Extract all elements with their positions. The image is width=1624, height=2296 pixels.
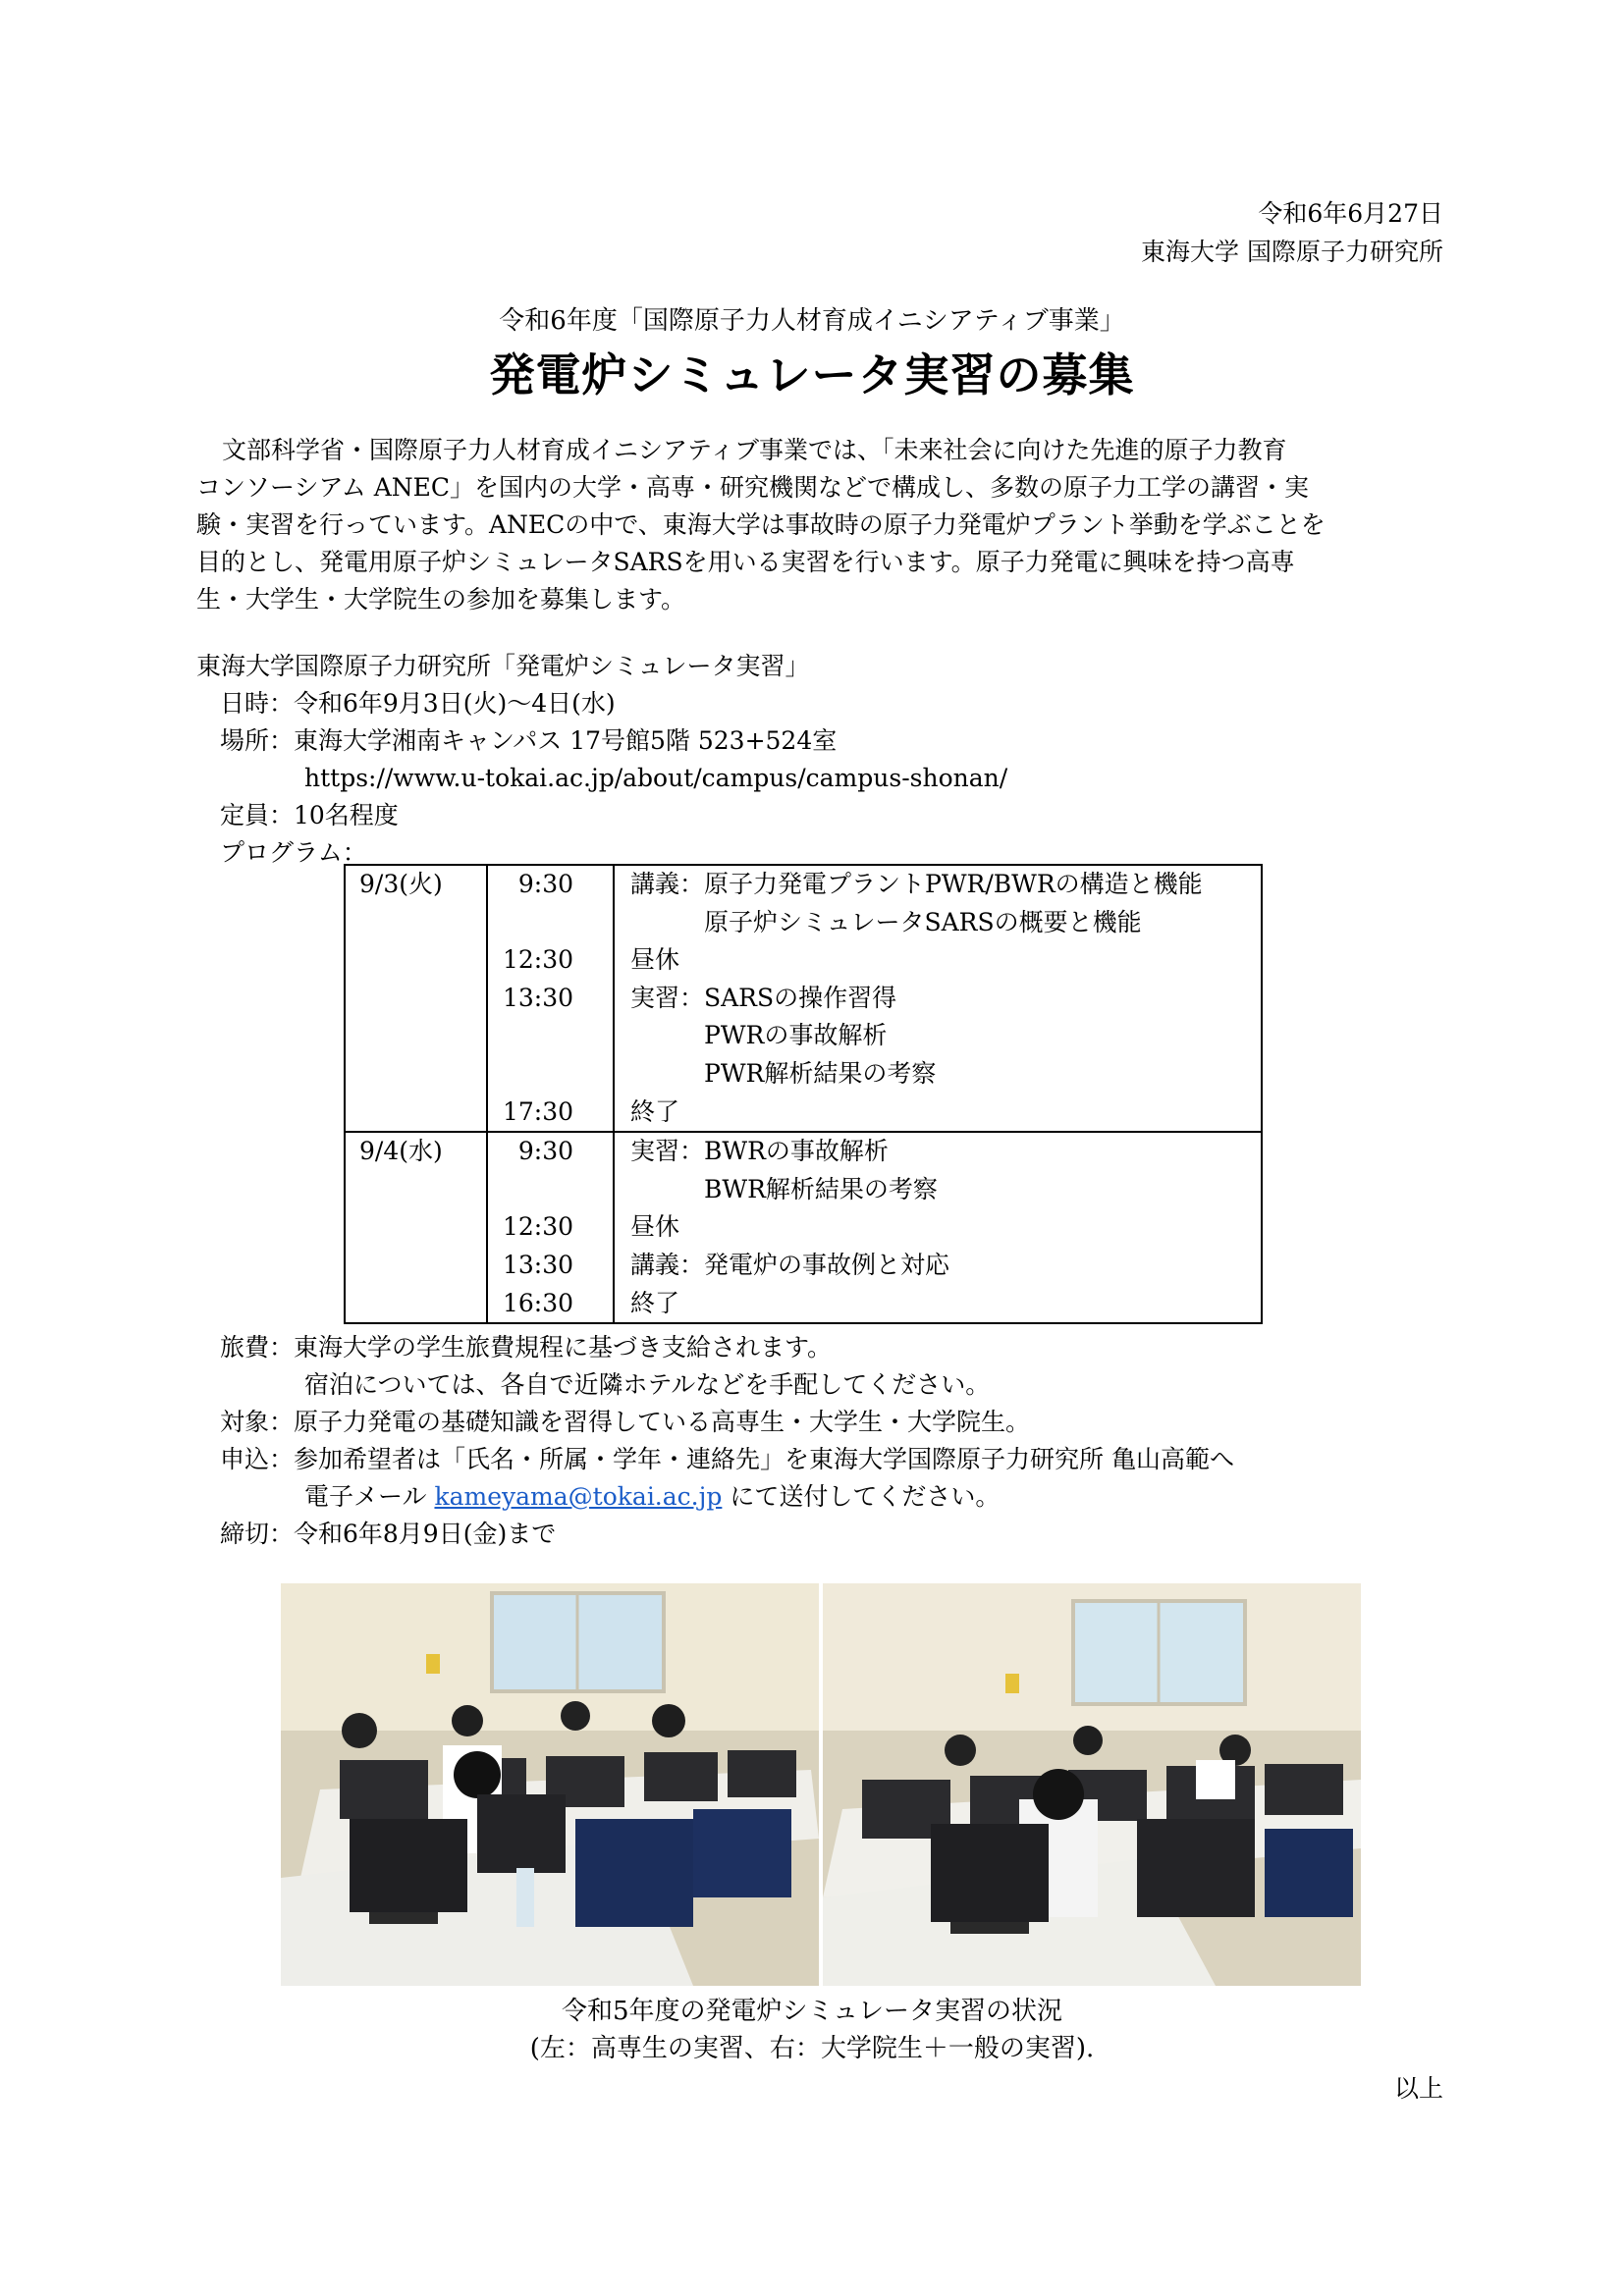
event-place: 場所：東海大学湘南キャンパス 17号館5階 523+524室: [220, 726, 838, 755]
program-day: 9/4(水): [359, 1137, 443, 1166]
program-time: [488, 1171, 613, 1209]
program-time: 16:30: [502, 1288, 573, 1317]
photo-strip: [281, 1583, 1361, 1986]
program-time: 12:30: [502, 1212, 573, 1242]
program-time: 13:30: [502, 1250, 573, 1279]
program-desc: PWR解析結果の考察: [630, 1058, 937, 1088]
program-day-row: [345, 865, 1262, 1132]
email-suffix: にて送付してください。: [730, 1482, 1001, 1511]
intro-line: 目的とし、発電用原子炉シミュレータSARSを用いる実習を行います。原子力発電に興味を持つ高専: [196, 548, 1295, 576]
program-time: [488, 1017, 613, 1055]
program-desc: 終了: [630, 1096, 680, 1126]
program-time: 13:30: [502, 983, 573, 1012]
document-organization: 東海大学 国際原子力研究所: [1141, 238, 1443, 266]
event-heading: 東海大学国際原子力研究所「発電炉シミュレータ実習」: [196, 652, 810, 680]
program-desc-cell: [614, 865, 1262, 1132]
event-capacity: 定員：10名程度: [220, 801, 399, 829]
email-link[interactable]: kameyama@tokai.ac.jp: [434, 1482, 723, 1511]
application-info: 申込：参加希望者は「氏名・所属・学年・連絡先」を東海大学国際原子力研究所 亀山高範へ: [220, 1445, 1234, 1473]
photo-caption-detail: (左：高専生の実習、右：大学院生＋一般の実習).: [529, 2034, 1095, 2063]
program-desc: 原子炉シミュレータSARSの概要と機能: [630, 907, 1142, 936]
accommodation-note: 宿泊については、各自で近隣ホテルなどを手配してください。: [304, 1370, 991, 1399]
program-time: 17:30: [502, 1096, 573, 1126]
target-audience: 対象：原子力発電の基礎知識を習得している高専生・大学生・大学院生。: [220, 1408, 1031, 1436]
photo-caption: 令和5年度の発電炉シミュレータ実習の状況: [561, 1997, 1063, 2026]
event-datetime: 日時：令和6年9月3日(火)～4日(水): [220, 689, 616, 718]
program-day-cell: [345, 865, 487, 1132]
document-title: 発電炉シミュレータ実習の募集: [489, 348, 1135, 401]
photo-left-classroom: [281, 1583, 819, 1986]
program-desc: 講義：発電炉の事故例と対応: [630, 1250, 950, 1279]
program-desc: PWRの事故解析: [630, 1021, 888, 1050]
program-time: 9:30: [517, 870, 573, 898]
travel-expenses: 旅費：東海大学の学生旅費規程に基づき支給されます。: [220, 1333, 833, 1362]
program-time: [488, 904, 613, 942]
program-desc-cell: [614, 1132, 1262, 1323]
program-time: 9:30: [517, 1137, 573, 1166]
program-desc: 実習：SARSの操作習得: [630, 983, 897, 1012]
program-desc: 昼休: [630, 945, 680, 975]
program-day-row: [345, 1132, 1262, 1323]
intro-line: 文部科学省・国際原子力人材育成イニシアティブ事業では、「未来社会に向けた先進的原子力教育: [222, 436, 1287, 464]
closing-mark: 以上: [1393, 2074, 1443, 2103]
email-label: 電子メール: [304, 1482, 427, 1511]
program-time: 12:30: [502, 945, 573, 975]
intro-paragraph: [196, 432, 1430, 618]
event-url[interactable]: https://www.u-tokai.ac.jp/about/campus/campus-shonan/: [304, 764, 1008, 792]
program-desc: BWR解析結果の考察: [630, 1174, 938, 1203]
intro-line: 験・実習を行っています。ANECの中で、東海大学は事故時の原子力発電炉プラント挙動を学ぶことを: [196, 510, 1326, 539]
program-time-cell: [487, 865, 614, 1132]
intro-line: 生・大学生・大学院生の参加を募集します。: [196, 585, 686, 614]
program-table: [344, 864, 1263, 1324]
program-desc: 昼休: [630, 1212, 680, 1242]
document-date: 令和6年6月27日: [1258, 199, 1443, 228]
application-email-line: [304, 1478, 1000, 1516]
program-time-cell: [487, 1132, 614, 1323]
program-desc: 実習：BWRの事故解析: [630, 1137, 889, 1166]
document-subtitle: 令和6年度「国際原子力人材育成イニシアティブ事業」: [499, 306, 1125, 336]
program-day: 9/3(火): [359, 870, 443, 898]
program-time: [488, 1055, 613, 1094]
deadline: 締切：令和6年8月9日(金)まで: [220, 1520, 557, 1548]
program-label: プログラム：: [220, 838, 367, 867]
photo-right-classroom: [823, 1583, 1361, 1986]
program-desc: 講義：原子力発電プラントPWR/BWRの構造と機能: [630, 870, 1203, 898]
program-desc: 終了: [630, 1288, 680, 1317]
intro-line: コンソーシアム ANEC」を国内の大学・高専・研究機関などで構成し、多数の原子力工学の講習・実: [196, 473, 1310, 502]
program-day-cell: [345, 1132, 487, 1323]
